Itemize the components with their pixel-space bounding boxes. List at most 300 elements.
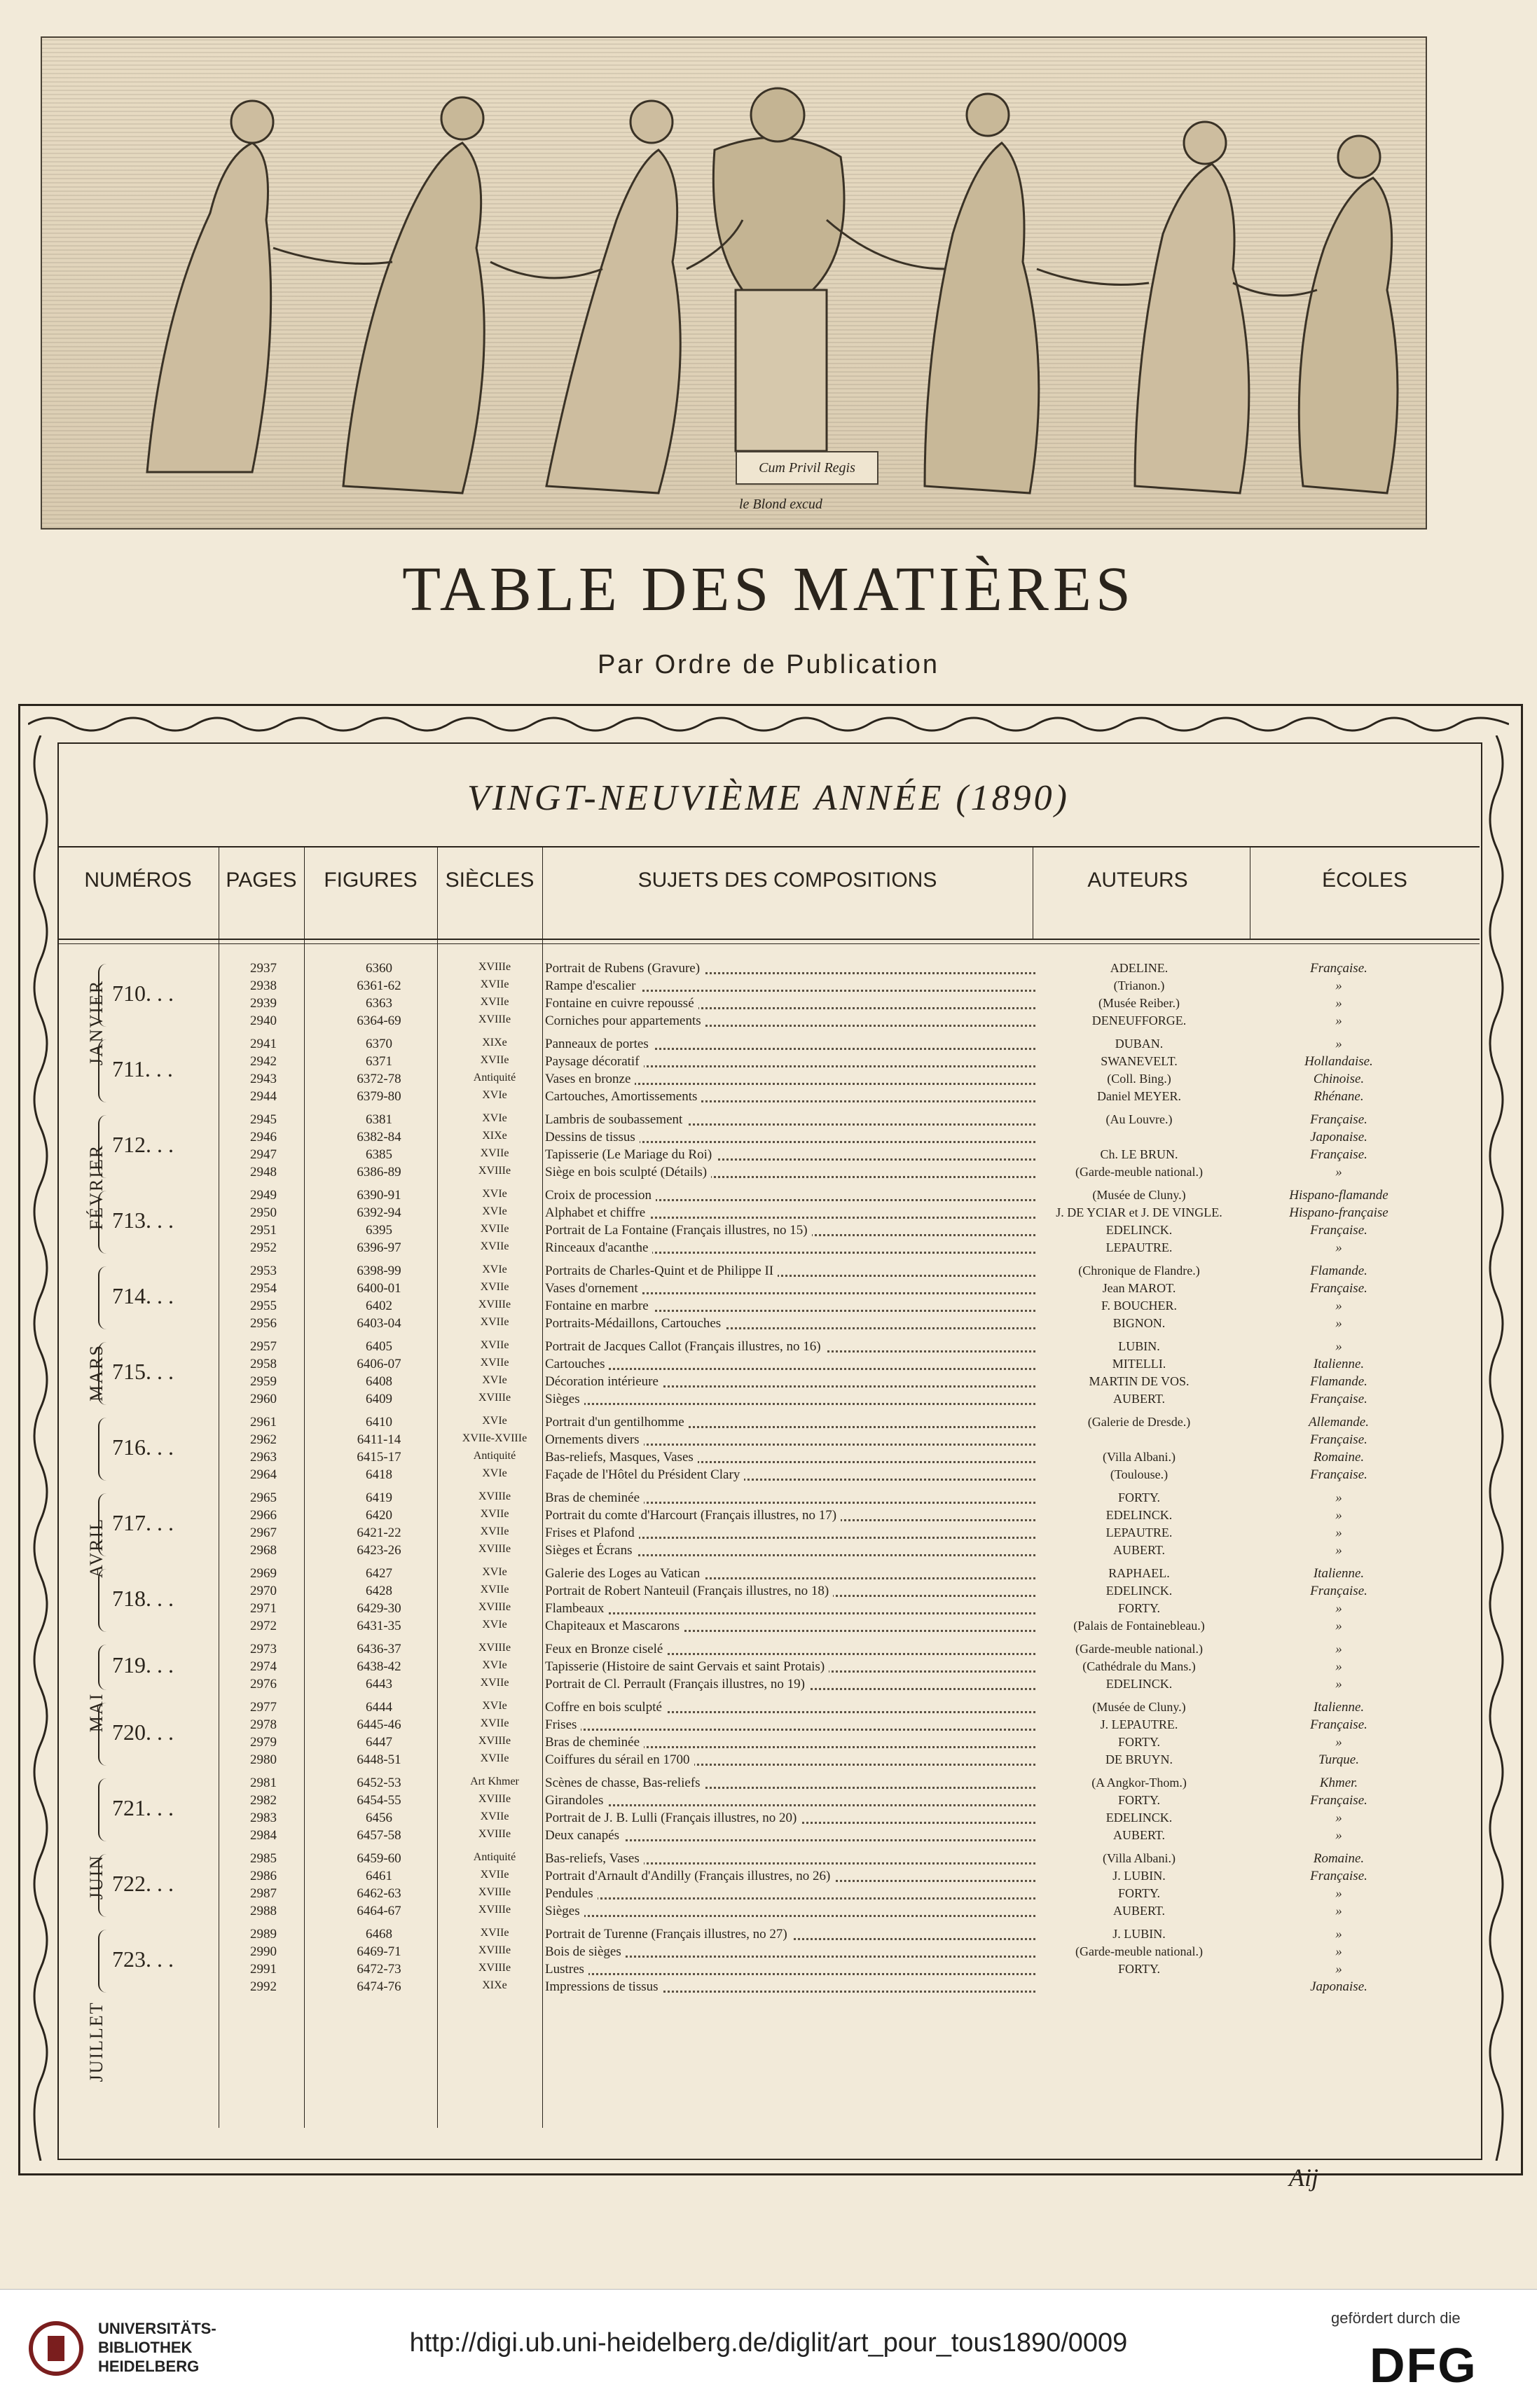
figure-number: 6423-26 (357, 1543, 401, 1558)
school: » (1335, 1490, 1342, 1505)
issue-number: 723. . . (112, 1946, 174, 1972)
century: XVIe (482, 1264, 507, 1275)
page-number: 2951 (250, 1223, 277, 1238)
author: MITELLI. (1112, 1357, 1166, 1371)
author: (Palais de Fontainebleau.) (1073, 1619, 1205, 1633)
century: XVIe (482, 1188, 507, 1200)
issue-brace (98, 1266, 109, 1329)
subject (545, 1811, 1035, 1826)
school: Française. (1310, 961, 1367, 976)
school: Flamande. (1310, 1264, 1367, 1278)
subject-text: Siège en bois sculpté (Détails) (545, 1165, 711, 1179)
century: XVIIIe (478, 1904, 511, 1916)
subject-text: Portrait d'Arnault d'Andilly (Français illustres, no 26) (545, 1869, 834, 1883)
school: Japonaise. (1310, 1130, 1367, 1144)
subject-text: Flambeaux (545, 1601, 608, 1616)
century: XVIIIe (478, 1543, 511, 1555)
table-row (221, 1392, 1475, 1413)
subject (545, 1165, 1035, 1180)
page-number: 2949 (250, 1188, 277, 1203)
page-number: 2960 (250, 1392, 277, 1406)
subject-text: Portrait de Robert Nanteuil (Français illustres, no 18) (545, 1584, 833, 1598)
month-label: MAI (86, 1692, 106, 1733)
school: » (1335, 1013, 1342, 1028)
author: EDELINCK. (1105, 1677, 1173, 1691)
century: XVIe (482, 1112, 507, 1124)
author: J. LUBIN. (1112, 1869, 1166, 1883)
school: Turque. (1318, 1752, 1359, 1767)
issue-number: 717. . . (112, 1509, 174, 1535)
subject-text: Paysage décoratif (545, 1054, 644, 1069)
subject-text: Lambris de soubassement (545, 1112, 687, 1127)
issue-number: 716. . . (112, 1434, 174, 1460)
school: Française. (1310, 1147, 1367, 1162)
figure-number: 6392-94 (357, 1205, 401, 1220)
school: Chinoise. (1313, 1072, 1365, 1086)
author: (Musée Reiber.) (1098, 996, 1180, 1010)
subject-text: Portrait de Jacques Callot (Français illustres, no 16) (545, 1339, 825, 1354)
school: Allemande. (1308, 1415, 1369, 1430)
page-number: 2945 (250, 1112, 277, 1127)
page-number: 2990 (250, 1944, 277, 1959)
author: (Cathédrale du Mans.) (1082, 1659, 1196, 1673)
century: XVIIe (480, 1811, 509, 1822)
issue-number: 720. . . (112, 1719, 174, 1745)
dancing-figures-illustration (42, 38, 1426, 528)
school: » (1335, 1601, 1342, 1616)
subject (545, 1432, 1035, 1448)
subject-text: Croix de procession (545, 1188, 656, 1203)
school: » (1335, 996, 1342, 1011)
century: XVIIIe (478, 1793, 511, 1805)
figure-number: 6403-04 (357, 1316, 401, 1331)
subject-text: Cartouches, Amortissements (545, 1089, 701, 1104)
page-number: 2976 (250, 1677, 277, 1691)
issue-brace (98, 1703, 109, 1766)
page-number: 2988 (250, 1904, 277, 1918)
issue-brace (98, 1645, 109, 1690)
page-number: 2977 (250, 1700, 277, 1715)
subject (545, 1205, 1035, 1221)
issue-number: 713. . . (112, 1207, 174, 1233)
subject (545, 1717, 1035, 1733)
author: MARTIN DE VOS. (1089, 1374, 1190, 1388)
century: XIXe (482, 1979, 507, 1991)
school: Française. (1310, 1112, 1367, 1127)
table-row (221, 1467, 1475, 1488)
year-heading: VINGT-NEUVIÈME ANNÉE (1890) (467, 778, 1070, 818)
subject (545, 1240, 1035, 1256)
subject-text: Portrait de Turenne (Français illustres, no 27) (545, 1927, 792, 1942)
figure-number: 6428 (366, 1584, 392, 1598)
century: XVIe (482, 1467, 507, 1479)
school: Rhénane. (1314, 1089, 1364, 1104)
subject (545, 1904, 1035, 1919)
school: Romaine. (1313, 1450, 1365, 1465)
author: J. DE YCIAR et J. DE VINGLE. (1056, 1205, 1222, 1219)
page-number: 2962 (250, 1432, 277, 1447)
century: XVIIIe (478, 1886, 511, 1898)
page-number: 2963 (250, 1450, 277, 1465)
figure-number: 6406-07 (357, 1357, 401, 1371)
author: (Coll. Bing.) (1107, 1072, 1171, 1086)
library-line: BIBLIOTHEK (98, 2339, 193, 2356)
school: » (1335, 1927, 1342, 1942)
col-header-ecoles: ÉCOLES (1322, 869, 1407, 892)
subject-text: Vases en bronze (545, 1072, 635, 1086)
page-number: 2961 (250, 1415, 277, 1430)
subject (545, 1072, 1035, 1087)
header-rule-bottom-thin (57, 943, 1480, 944)
figure-number: 6419 (366, 1490, 392, 1505)
school: » (1335, 978, 1342, 993)
figure-number: 6468 (366, 1927, 392, 1942)
author: FORTY. (1117, 1601, 1161, 1615)
subject-text: Sièges (545, 1392, 584, 1406)
school: » (1335, 1299, 1342, 1313)
author: Ch. LE BRUN. (1100, 1147, 1178, 1161)
school: Flamande. (1310, 1374, 1367, 1389)
author: (Galerie de Dresde.) (1087, 1415, 1191, 1429)
century: XVIIe (480, 1717, 509, 1729)
subject (545, 1188, 1035, 1203)
subject (545, 1415, 1035, 1430)
author: SWANEVELT. (1101, 1054, 1178, 1068)
subject-text: Ornements divers (545, 1432, 644, 1447)
table-row (221, 1013, 1475, 1035)
century: XVIIIe (478, 1642, 511, 1654)
figure-number: 6400-01 (357, 1281, 401, 1296)
subject-text: Bas-reliefs, Vases (545, 1851, 644, 1866)
subject-text: Bras de cheminée (545, 1490, 644, 1505)
subject-text: Lustres (545, 1962, 588, 1977)
issue-number: 711. . . (112, 1056, 173, 1081)
header-rule-bottom (57, 939, 1480, 940)
subject (545, 1089, 1035, 1105)
issue-brace (98, 1493, 109, 1556)
century: XVIIe (480, 1927, 509, 1939)
subject-text: Portrait du comte d'Harcourt (Français illustres, no 17) (545, 1508, 841, 1523)
subject-text: Portraits-Médaillons, Cartouches (545, 1316, 725, 1331)
month-label: JANVIER (86, 979, 106, 1066)
subject-text: Panneaux de portes (545, 1037, 653, 1051)
page-number: 2956 (250, 1316, 277, 1331)
subject-text: Girandoles (545, 1793, 607, 1808)
col-header-figures: FIGURES (324, 869, 418, 892)
issue-brace (98, 1778, 109, 1841)
school: Italienne. (1313, 1357, 1365, 1371)
subject-text: Rinceaux d'acanthe (545, 1240, 652, 1255)
author: F. BOUCHER. (1101, 1299, 1178, 1313)
subject-text: Vases d'ornement (545, 1281, 642, 1296)
subject (545, 1357, 1035, 1372)
issue-number: 715. . . (112, 1358, 174, 1384)
col-header-auteurs: AUTEURS (1087, 869, 1188, 892)
century: XVIIIe (478, 1962, 511, 1974)
subject (545, 1828, 1035, 1843)
page-number: 2959 (250, 1374, 277, 1389)
century: XVIIIe (478, 1299, 511, 1310)
table-row (221, 1979, 1475, 2000)
century: XVIe (482, 1415, 507, 1427)
century: Antiquité (473, 1851, 516, 1863)
school: » (1335, 1962, 1342, 1977)
author: AUBERT. (1112, 1392, 1166, 1406)
subject-text: Dessins de tissus (545, 1130, 640, 1144)
subject (545, 1752, 1035, 1768)
subject (545, 1979, 1035, 1995)
privilege-cartouche: Cum Privil Regis (736, 451, 878, 485)
page-number: 2972 (250, 1619, 277, 1633)
school: » (1335, 1037, 1342, 1051)
subject (545, 1700, 1035, 1715)
school: » (1335, 1677, 1342, 1691)
table-row (221, 1752, 1475, 1773)
issue-number: 714. . . (112, 1282, 174, 1308)
page-number: 2983 (250, 1811, 277, 1825)
subject (545, 1601, 1035, 1617)
subject (545, 1316, 1035, 1331)
page-number: 2980 (250, 1752, 277, 1767)
subject (545, 961, 1035, 976)
page-number: 2946 (250, 1130, 277, 1144)
subject (545, 1490, 1035, 1506)
page-number: 2957 (250, 1339, 277, 1354)
subject-text: Coffre en bois sculpté (545, 1700, 666, 1715)
issue-brace (98, 1418, 109, 1481)
author: Jean MAROT. (1102, 1281, 1176, 1295)
author: J. LEPAUTRE. (1100, 1717, 1178, 1731)
author: (Villa Albani.) (1103, 1450, 1176, 1464)
school: » (1335, 1811, 1342, 1825)
figure-number: 6411-14 (357, 1432, 401, 1447)
author: RAPHAEL. (1108, 1566, 1170, 1580)
table-row (221, 1677, 1475, 1698)
figure-number: 6360 (366, 961, 392, 976)
col-header-numeros: NUMÉROS (84, 869, 192, 892)
month-label: JUIN (86, 1854, 106, 1900)
header-engraving (41, 36, 1427, 530)
figure-number: 6370 (366, 1037, 392, 1051)
school: Française. (1310, 1432, 1367, 1447)
issue-number: 718. . . (112, 1585, 174, 1611)
subject (545, 1793, 1035, 1808)
month-label: MARS (86, 1344, 106, 1402)
figure-number: 6443 (366, 1677, 392, 1691)
century: XVIe (482, 1566, 507, 1578)
author: FORTY. (1117, 1793, 1161, 1807)
month-label: JUILLET (86, 2001, 106, 2082)
subject-text: Corniches pour appartements (545, 1013, 705, 1028)
issue-number: 712. . . (112, 1131, 174, 1157)
century: XVIe (482, 1700, 507, 1712)
issue-brace (98, 1854, 109, 1917)
subject (545, 1392, 1035, 1407)
century: XVIIe (480, 996, 509, 1008)
page-number: 2944 (250, 1089, 277, 1104)
century: XVIIe (480, 1147, 509, 1159)
page-number: 2970 (250, 1584, 277, 1598)
subject-text: Impressions de tissus (545, 1979, 663, 1994)
source-url[interactable]: http://digi.ub.uni-heidelberg.de/diglit/art_pour_tous1890/0009 (409, 2328, 1128, 2358)
figure-number: 6381 (366, 1112, 392, 1127)
page-number: 2939 (250, 996, 277, 1011)
subject-text: Portrait de La Fontaine (Français illustres, no 15) (545, 1223, 812, 1238)
subject-text: Portrait de Cl. Perrault (Français illustres, no 19) (545, 1677, 809, 1691)
school: » (1335, 1543, 1342, 1558)
figure-number: 6395 (366, 1223, 392, 1238)
school: » (1335, 1944, 1342, 1959)
school: Japonaise. (1310, 1979, 1367, 1994)
author: J. LUBIN. (1112, 1927, 1166, 1941)
century: XVIIIe (478, 1165, 511, 1177)
author: BIGNON. (1112, 1316, 1166, 1330)
page-number: 2964 (250, 1467, 277, 1482)
century: XVIIe (480, 978, 509, 990)
table-row (221, 1165, 1475, 1186)
page-number: 2948 (250, 1165, 277, 1179)
page-number: 2973 (250, 1642, 277, 1656)
school: Française. (1310, 1467, 1367, 1482)
page-number: 2968 (250, 1543, 277, 1558)
digitization-footer (0, 2289, 1537, 2408)
author: (Villa Albani.) (1103, 1851, 1176, 1865)
page-number: 2940 (250, 1013, 277, 1028)
school: Romaine. (1313, 1851, 1365, 1866)
page-number: 2950 (250, 1205, 277, 1220)
author: AUBERT. (1112, 1904, 1166, 1918)
figure-number: 6396-97 (357, 1240, 401, 1255)
subject (545, 1339, 1035, 1355)
school: Française. (1310, 1717, 1367, 1732)
table-row (221, 1543, 1475, 1564)
page-number: 2971 (250, 1601, 277, 1616)
page-number: 2992 (250, 1979, 277, 1994)
century: XVIIIe (478, 1735, 511, 1747)
page-number: 2947 (250, 1147, 277, 1162)
subject (545, 1013, 1035, 1029)
author: (Chronique de Flandre.) (1078, 1264, 1200, 1278)
page-number: 2986 (250, 1869, 277, 1883)
figure-number: 6382-84 (357, 1130, 401, 1144)
school: » (1335, 1828, 1342, 1843)
subject-text: Portrait d'un gentilhomme (545, 1415, 689, 1430)
school: » (1335, 1886, 1342, 1901)
page-number: 2937 (250, 961, 277, 976)
page-number: 2965 (250, 1490, 277, 1505)
subject-text: Portraits de Charles-Quint et de Philippe II (545, 1264, 778, 1278)
subject (545, 1659, 1035, 1675)
subject (545, 1112, 1035, 1128)
figure-number: 6472-73 (357, 1962, 401, 1977)
subject (545, 1281, 1035, 1296)
table-row (221, 1316, 1475, 1337)
subject (545, 1851, 1035, 1867)
century: XVIIe (480, 1240, 509, 1252)
issue-brace (98, 1930, 109, 1993)
figure-number: 6385 (366, 1147, 392, 1162)
figure-number: 6445-46 (357, 1717, 401, 1732)
century: XVIIe (480, 1223, 509, 1235)
subject-text: Chapiteaux et Mascarons (545, 1619, 684, 1633)
subject (545, 1962, 1035, 1977)
page-number: 2989 (250, 1927, 277, 1942)
school: Française. (1310, 1793, 1367, 1808)
subject (545, 1299, 1035, 1314)
century: XVIIe (480, 1677, 509, 1689)
subject-text: Cartouches (545, 1357, 609, 1371)
century: XVIIIe (478, 1601, 511, 1613)
subject (545, 1944, 1035, 1960)
page-number: 2952 (250, 1240, 277, 1255)
page-title: TABLE DES MATIÈRES (402, 555, 1135, 624)
page-number: 2985 (250, 1851, 277, 1866)
subject (545, 1776, 1035, 1791)
school: » (1335, 1508, 1342, 1523)
vine-border-right (1481, 735, 1512, 2161)
issue-brace (98, 1191, 109, 1254)
engraver-signature: le Blond excud (739, 497, 822, 512)
figure-number: 6454-55 (357, 1793, 401, 1808)
figure-number: 6415-17 (357, 1450, 401, 1465)
page-number: 2967 (250, 1525, 277, 1540)
school: » (1335, 1316, 1342, 1331)
page-number: 2938 (250, 978, 277, 993)
issue-number: 719. . . (112, 1652, 174, 1677)
century: XVIe (482, 1619, 507, 1631)
century: XVIIIe (478, 1013, 511, 1025)
subject (545, 1619, 1035, 1634)
subject-text: Rampe d'escalier (545, 978, 640, 993)
author: (Trianon.) (1113, 978, 1165, 992)
subject-text: Pendules (545, 1886, 598, 1901)
page-number: 2966 (250, 1508, 277, 1523)
subject-text: Décoration intérieure (545, 1374, 663, 1389)
century: XIXe (482, 1130, 507, 1142)
col-header-siecles: SIÈCLES (445, 869, 535, 892)
figure-number: 6402 (366, 1299, 392, 1313)
figure-number: 6363 (366, 996, 392, 1011)
library-line: HEIDELBERG (98, 2358, 200, 2375)
subject-text: Tapisserie (Le Mariage du Roi) (545, 1147, 716, 1162)
figure-number: 6429-30 (357, 1601, 401, 1616)
subject-text: Sièges et Écrans (545, 1543, 637, 1558)
subject (545, 1374, 1035, 1390)
issue-brace (98, 1342, 109, 1405)
page-number: 2969 (250, 1566, 277, 1581)
subject-text: Tapisserie (Histoire de saint Gervais et saint Protais) (545, 1659, 829, 1674)
vine-border-top (28, 709, 1509, 740)
figure-number: 6371 (366, 1054, 392, 1069)
author: (Garde-meuble national.) (1075, 1165, 1203, 1179)
author: DENEUFFORGE. (1091, 1013, 1187, 1027)
author: (Toulouse.) (1110, 1467, 1169, 1481)
figure-number: 6459-60 (357, 1851, 401, 1866)
figure-number: 6421-22 (357, 1525, 401, 1540)
school: » (1335, 1619, 1342, 1633)
figure-number: 6409 (366, 1392, 392, 1406)
page-number: 2953 (250, 1264, 277, 1278)
subject-text: Portrait de J. B. Lulli (Français illustres, no 20) (545, 1811, 801, 1825)
century: XVIe (482, 1089, 507, 1101)
page-number: 2954 (250, 1281, 277, 1296)
page-number: 2943 (250, 1072, 277, 1086)
figure-number: 6398-99 (357, 1264, 401, 1278)
page-number: 2974 (250, 1659, 277, 1674)
author: (Garde-meuble national.) (1075, 1642, 1203, 1656)
subject (545, 978, 1035, 994)
school: Italienne. (1313, 1566, 1365, 1581)
